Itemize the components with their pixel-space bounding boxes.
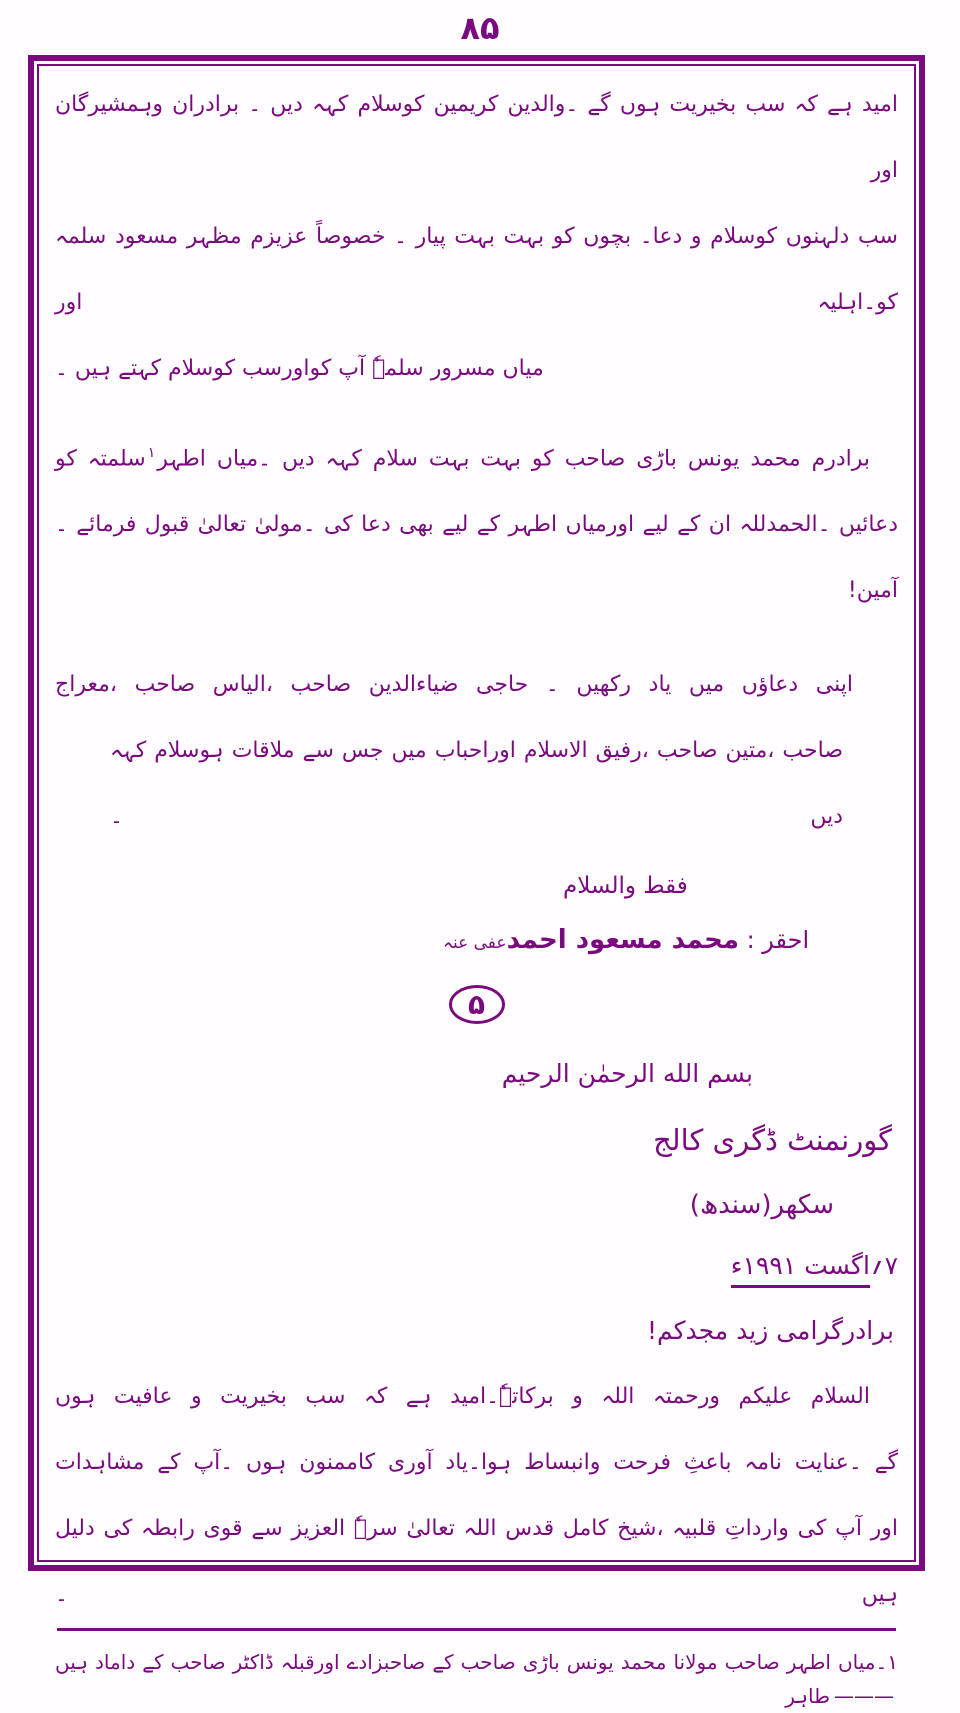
sender-address-college: گورنمنٹ ڈگری کالج xyxy=(653,1123,892,1158)
para2-line2: دعائیں ۔الحمدللہ ان کے لیے اورمیاں اطہر کے لیے بھی دعا کی ۔مولیٰ تعالیٰ قبول فرمائے ۔ xyxy=(55,512,898,538)
letter5-body-line2: گے ۔عنایت نامہ باعثِ فرحت وانبساط ہوا۔یاد آوری کاممنون ہوں ۔آپ کے مشاہدات xyxy=(55,1450,898,1476)
signature-suffix: عفی عنہ xyxy=(443,933,507,954)
letter-salutation: برادرگرامی زید مجدکم! xyxy=(646,1316,894,1346)
footnote-separator-rule xyxy=(57,1628,896,1631)
para3-line2: صاحب ،متین صاحب ،رفیق الاسلام اوراحباب میں جس سے ملاقات ہوسلام کہہ دیں ۔ xyxy=(110,738,843,830)
footnote-reference-mark: ۱ xyxy=(147,445,156,461)
footnote-author: طاہر xyxy=(785,1684,830,1709)
signature-prefix: احقر : xyxy=(746,926,810,955)
page-border-inner xyxy=(37,64,916,1709)
para2-line1 xyxy=(55,420,898,492)
signature-name: محمد مسعود احمد xyxy=(506,925,739,956)
footnote-block xyxy=(55,1628,898,1713)
date-month-year: اگست ۱۹۹۱ء xyxy=(731,1251,870,1288)
sender-address-city: سکھر(سندھ) xyxy=(689,1190,834,1221)
page-border-outer xyxy=(28,55,925,1709)
para1-line2: سب دلہنوں کوسلام و دعا۔ بچوں کو بہت بہت پیار ۔ خصوصاً عزیزم مظہر مسعود سلمہ کو۔اہلیہ اور xyxy=(55,224,898,315)
letter5-body-line1: السلام علیکم ورحمتہ اللہ و برکاتہٗ۔امید ہے کہ سب بخیریت و عافیت ہوں xyxy=(55,1384,870,1410)
letter-closing-salutation xyxy=(55,860,688,912)
ameen-line: آمین! xyxy=(847,578,898,604)
date-day: ۷؍ xyxy=(869,1251,898,1281)
closing-text: فقط والسلام xyxy=(563,873,688,900)
para1-line1: امید ہے کہ سب بخیریت ہوں گے ۔والدین کریمین کوسلام کہہ دیں ۔ برادران وہمشیرگان اور xyxy=(55,92,898,183)
signature-line xyxy=(443,912,809,971)
page-number: ۸۵ xyxy=(460,8,500,47)
footnote-text-line xyxy=(55,1645,898,1713)
footnote-dash: ——— xyxy=(834,1684,894,1709)
letter-number: ۵ xyxy=(467,988,486,1022)
bismillah-line: بسم الله الرحمٰن الرحیم xyxy=(501,1059,753,1089)
para3-line1: اپنی دعاؤں میں یاد رکھیں ۔ حاجی ضیاءالدین صاحب ،الیاس صاحب ،معراج xyxy=(55,672,853,698)
letter-number-badge xyxy=(449,985,505,1024)
footnote-text: ۱۔میاں اطہر صاحب مولانا محمد یونس باڑی صاحب کے صاحبزادے اورقبلہ ڈاکٹر صاحب کے داماد ہیں xyxy=(55,1650,898,1675)
para1-line3: میاں مسرور سلمہٗ آپ کواورسب کوسلام کہتے ہیں ۔ xyxy=(55,356,544,381)
letter5-body-line3: اور آپ کی وارداتِ قلبیہ ،شیخ کامل قدس اللہ تعالیٰ سرہٗ العزیز سے قوی رابطہ کی دلیل ہیں ۔ xyxy=(55,1516,898,1608)
letter-date xyxy=(731,1238,898,1294)
para2-line1-text: برادرم محمد یونس باڑی صاحب کو بہت بہت سلام کہہ دیں ۔میاں اطہر xyxy=(157,446,871,472)
para2-line1-tail: سلمتہ کو xyxy=(55,446,146,472)
